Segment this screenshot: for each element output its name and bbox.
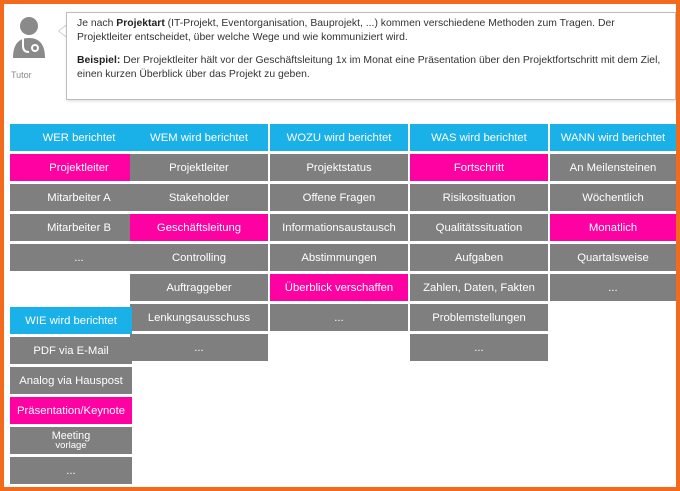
option-cell[interactable]: Mitarbeiter B	[10, 214, 148, 241]
option-cell[interactable]: An Meilensteinen	[550, 154, 676, 181]
column-wem	[130, 124, 268, 364]
column-header: WER berichtet	[10, 124, 148, 151]
option-cell[interactable]: Mitarbeiter A	[10, 184, 148, 211]
option-cell[interactable]: Zahlen, Daten, Fakten	[410, 274, 548, 301]
column-wozu	[270, 124, 408, 334]
intro-text-start: Je nach	[77, 18, 117, 29]
option-cell[interactable]	[10, 427, 132, 454]
option-cell[interactable]: Abstimmungen	[270, 244, 408, 271]
column-was	[410, 124, 548, 364]
option-cell[interactable]: ...	[550, 274, 676, 301]
column-header: WEM wird berichtet	[130, 124, 268, 151]
column-wann	[550, 124, 676, 304]
column-header: WOZU wird berichtet	[270, 124, 408, 151]
option-cell[interactable]: Stakeholder	[130, 184, 268, 211]
option-cell[interactable]: Quartalsweise	[550, 244, 676, 271]
option-cell[interactable]: Offene Fragen	[270, 184, 408, 211]
option-cell[interactable]: Projektleiter	[130, 154, 268, 181]
option-cell[interactable]: Informationsaustausch	[270, 214, 408, 241]
example-label: Beispiel:	[77, 55, 121, 66]
option-cell[interactable]: ...	[10, 457, 132, 484]
intro-text-end: (IT-Projekt, Eventorganisation, Bauprojekt, ...) kommen verschiedene Methoden zum Tragen. Der Projektleiter entscheidet, über welche Wege und wie kommuniziert wird.	[77, 18, 615, 43]
option-cell[interactable]: ...	[10, 244, 148, 271]
intro-keyword: Projektart	[116, 18, 165, 29]
option-cell[interactable]: ...	[130, 334, 268, 361]
column-header: WIE wird berichtet	[10, 307, 132, 334]
intro-paragraph	[77, 17, 665, 45]
column-wie	[10, 307, 132, 487]
option-cell[interactable]: Auftraggeber	[130, 274, 268, 301]
column-wer	[10, 124, 148, 274]
option-cell[interactable]: Qualitätssituation	[410, 214, 548, 241]
example-text: Der Projektleiter hält vor der Geschäftsleitung 1x im Monat eine Präsentation über den Projektfortschritt mit dem Ziel, einen kurzen Überblick über das Projekt zu geben.	[77, 55, 661, 80]
option-cell[interactable]: Geschäftsleitung	[130, 214, 268, 241]
option-label: Meeting	[51, 429, 91, 442]
option-cell[interactable]: PDF via E-Mail	[10, 337, 132, 364]
option-cell[interactable]: Lenkungsausschuss	[130, 304, 268, 331]
option-cell[interactable]: Risikosituation	[410, 184, 548, 211]
option-cell[interactable]: Analog via Hauspost	[10, 367, 132, 394]
option-cell[interactable]: Wöchentlich	[550, 184, 676, 211]
option-cell[interactable]: Problemstellungen	[410, 304, 548, 331]
speech-bubble	[66, 12, 676, 100]
option-sublabel: vorlage	[55, 439, 87, 451]
option-cell[interactable]: ...	[410, 334, 548, 361]
option-cell[interactable]: Aufgaben	[410, 244, 548, 271]
option-cell[interactable]: Überblick verschaffen	[270, 274, 408, 301]
column-header: WAS wird berichtet	[410, 124, 548, 151]
column-header: WANN wird berichtet	[550, 124, 676, 151]
tutor-label: Tutor	[11, 70, 32, 80]
option-cell[interactable]: ...	[270, 304, 408, 331]
option-cell[interactable]: Projektleiter	[10, 154, 148, 181]
option-cell[interactable]: Fortschritt	[410, 154, 548, 181]
doctor-avatar-icon	[9, 14, 49, 58]
example-paragraph	[77, 54, 665, 82]
option-cell[interactable]: Monatlich	[550, 214, 676, 241]
option-cell[interactable]: Präsentation/Keynote	[10, 397, 132, 424]
option-cell[interactable]: Projektstatus	[270, 154, 408, 181]
option-cell[interactable]: Controlling	[130, 244, 268, 271]
